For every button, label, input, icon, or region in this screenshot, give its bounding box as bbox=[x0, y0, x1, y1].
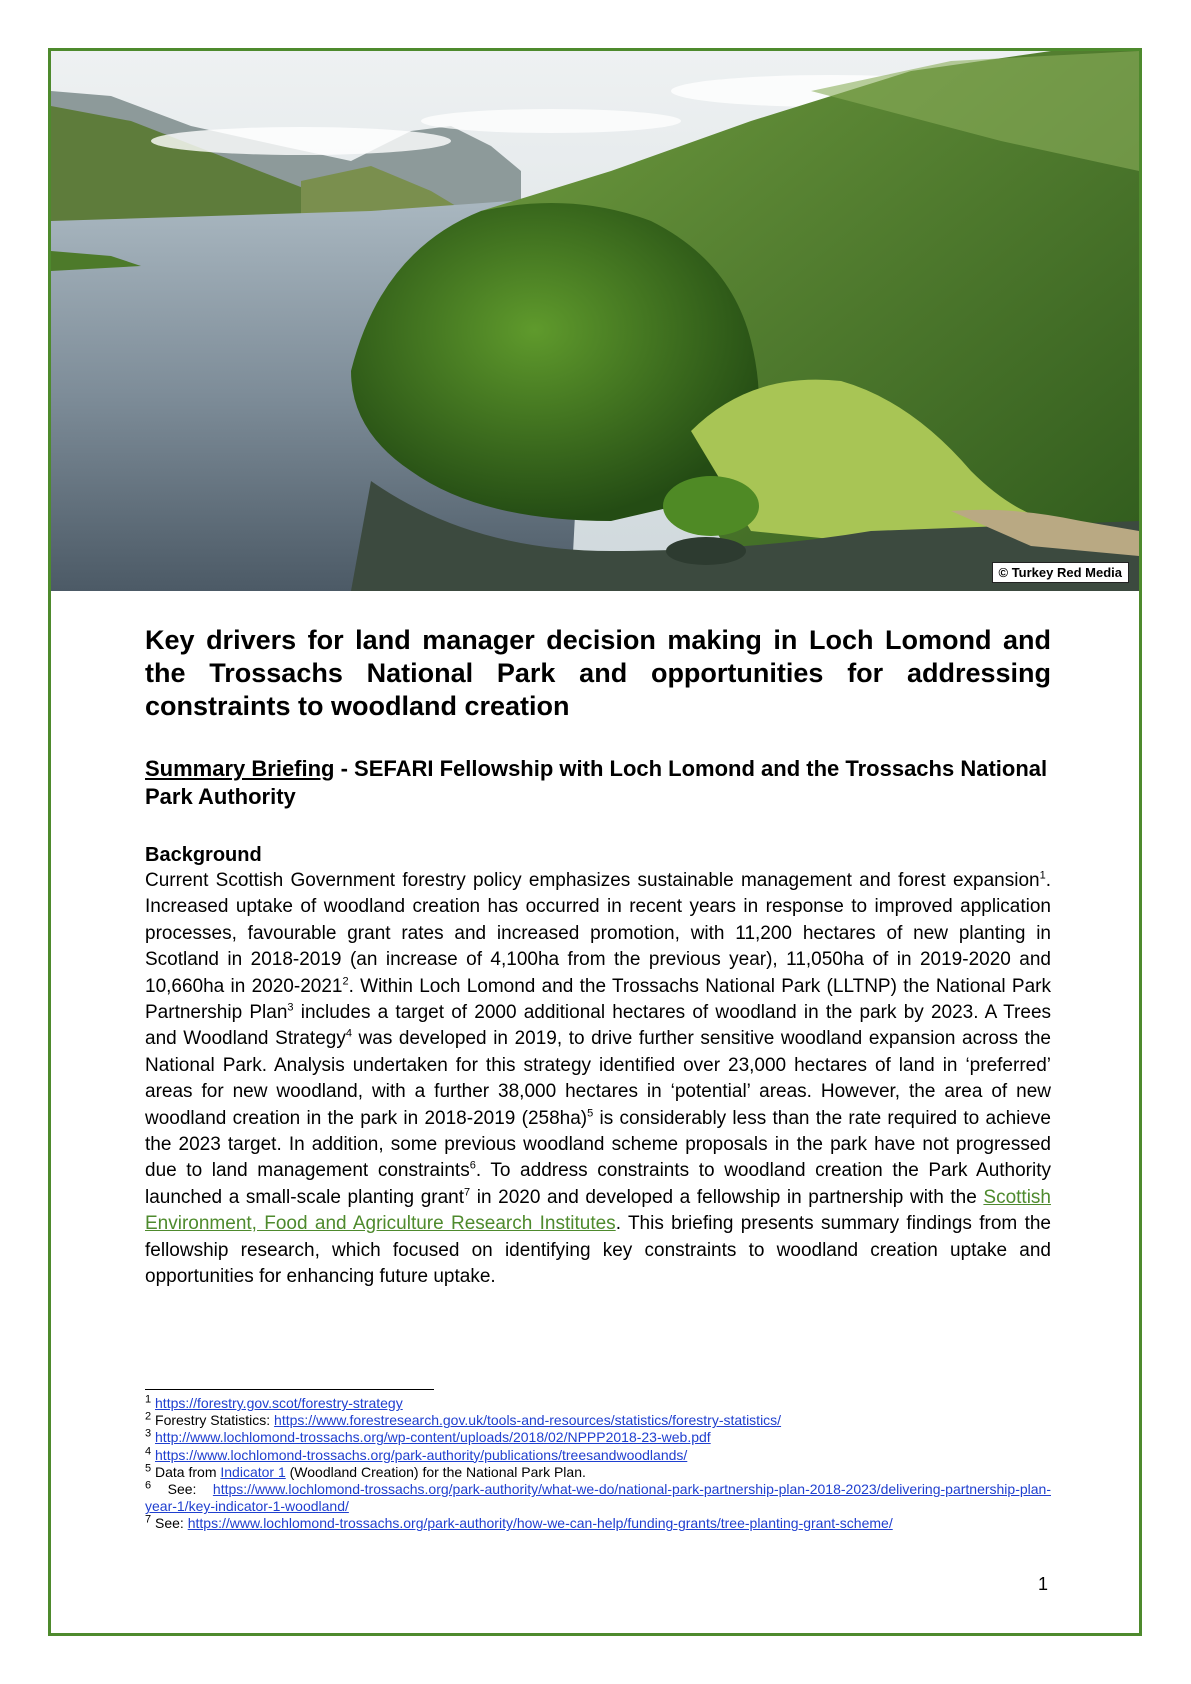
footnote-separator bbox=[145, 1389, 434, 1390]
footnote-4 bbox=[145, 1444, 1051, 1464]
footnote-link[interactable]: https://forestry.gov.scot/forestry-strategy bbox=[155, 1395, 403, 1411]
footnote-7 bbox=[145, 1515, 1051, 1532]
text-segment: . To address constraints to woodland creation the Park Authority launched a small-scale planting grant bbox=[145, 1160, 1051, 1208]
loch-landscape-image bbox=[51, 51, 1139, 591]
footnote-number: 6 bbox=[145, 1479, 152, 1492]
footnote-6 bbox=[145, 1481, 1051, 1515]
footnote-link[interactable]: https://www.lochlomond-trossachs.org/park-authority/publications/treesandwoodlands/ bbox=[155, 1446, 688, 1463]
footnote-ref-5[interactable]: 5 bbox=[587, 1107, 594, 1120]
footnote-ref-3[interactable]: 3 bbox=[287, 1001, 294, 1014]
footnote-text: Data from bbox=[151, 1463, 221, 1480]
subtitle-rest: - SEFARI Fellowship with Loch Lomond and the Trossachs National Park Authority bbox=[145, 756, 1048, 809]
footnote-link[interactable]: Indicator 1 bbox=[220, 1463, 286, 1480]
footnote-link[interactable]: http://www.lochlomond-trossachs.org/wp-content/uploads/2018/02/NPPP2018-23-web.pdf bbox=[155, 1429, 711, 1446]
hero-photo bbox=[51, 51, 1139, 591]
footnote-number: 1 bbox=[145, 1393, 152, 1406]
sefari-link[interactable]: Scottish Environment, Food and Agriculture Research Institutes bbox=[145, 1186, 1051, 1235]
footnote-3 bbox=[145, 1429, 1051, 1446]
footnote-ref-2[interactable]: 2 bbox=[342, 975, 349, 988]
section-heading-background: Background bbox=[145, 844, 262, 866]
footnote-text: (Woodland Creation) for the National Park Plan. bbox=[285, 1463, 586, 1480]
footnote-link[interactable]: https://www.forestresearch.gov.uk/tools-and-resources/statistics/forestry-statistics/ bbox=[274, 1412, 782, 1429]
text-segment: . This briefing presents summary findings from the fellowship research, which focused on identifying key constraints to woodland creation uptake and opportunities for enhancing future uptake. bbox=[145, 1213, 1051, 1288]
footnote-number: 4 bbox=[145, 1444, 152, 1457]
footnote-5 bbox=[145, 1464, 1051, 1481]
text-segment: was developed in 2019, to drive further sensitive woodland expansion across the National Park. Analysis undertaken for this strategy identified over 23,000 hectares of land in ‘preferred’ areas for new woodland, with a further 38,000 hectares in ‘potential’ areas. However, the area of new woodland creation in the park in 2018-2019 (258ha) bbox=[145, 1028, 1051, 1129]
footnote-number: 5 bbox=[145, 1462, 152, 1475]
footnote-ref-1[interactable]: 1 bbox=[1039, 869, 1046, 882]
footnote-number: 3 bbox=[145, 1427, 152, 1440]
footnote-number: 2 bbox=[145, 1410, 152, 1423]
document-title: Key drivers for land manager decision making in Loch Lomond and the Trossachs National Park and opportunities for addressing constraints to woodland creation bbox=[145, 625, 1051, 721]
footnote-text: See: bbox=[151, 1515, 188, 1532]
text-segment: includes a target of 2000 additional hectares of woodland in the park by 2023. A Trees and Woodland Strategy bbox=[145, 1002, 1052, 1050]
text-segment: is considerably less than the rate required to achieve the 2023 target. In addition, some previous woodland scheme proposals in the park have not progressed due to land management constraints bbox=[145, 1107, 1051, 1182]
page-number: 1 bbox=[1038, 1574, 1049, 1594]
document-subtitle bbox=[145, 755, 1051, 811]
footnote-1 bbox=[145, 1395, 1051, 1412]
footnote-link[interactable]: https://www.lochlomond-trossachs.org/park-authority/what-we-do/national-park-partnership-plan-2018-2023/delivering-partnership-plan-year-1/key-indicator-1-woodland/ bbox=[145, 1481, 1051, 1515]
footnote-ref-6[interactable]: 6 bbox=[469, 1160, 476, 1173]
text-segment: in 2020 and developed a fellowship in partnership with the bbox=[470, 1186, 984, 1208]
subtitle-underlined: Summary Briefing bbox=[145, 756, 335, 781]
footnote-link[interactable]: https://www.lochlomond-trossachs.org/park-authority/how-we-can-help/funding-grants/tree-planting-grant-scheme/ bbox=[187, 1515, 893, 1532]
footnote-text: See: bbox=[151, 1481, 213, 1498]
footnote-ref-7[interactable]: 7 bbox=[464, 1186, 471, 1199]
photo-credit: © Turkey Red Media bbox=[992, 562, 1129, 583]
background-paragraph bbox=[145, 868, 1051, 1291]
footnote-text: Forestry Statistics: bbox=[151, 1412, 275, 1429]
footnotes bbox=[145, 1395, 1051, 1533]
text-segment: . Increased uptake of woodland creation has occurred in recent years in response to improved application processes, favourable grant rates and increased promotion, with 11,200 hectares of new planting in Scotland in 2018-2019 (an increase of 4,100ha from the previous year), 11,050ha of in 2019-2020 and 10,660ha in 2020-2021 bbox=[145, 870, 1051, 997]
text-segment: . Within Loch Lomond and the Trossachs National Park (LLTNP) the National Park Partnership Plan bbox=[145, 975, 1051, 1024]
footnote-number: 7 bbox=[145, 1513, 152, 1526]
footnote-ref-4[interactable]: 4 bbox=[345, 1028, 352, 1041]
text-segment: Current Scottish Government forestry policy emphasizes sustainable management and forest expansion bbox=[145, 870, 1040, 891]
footnote-2 bbox=[145, 1412, 1051, 1429]
